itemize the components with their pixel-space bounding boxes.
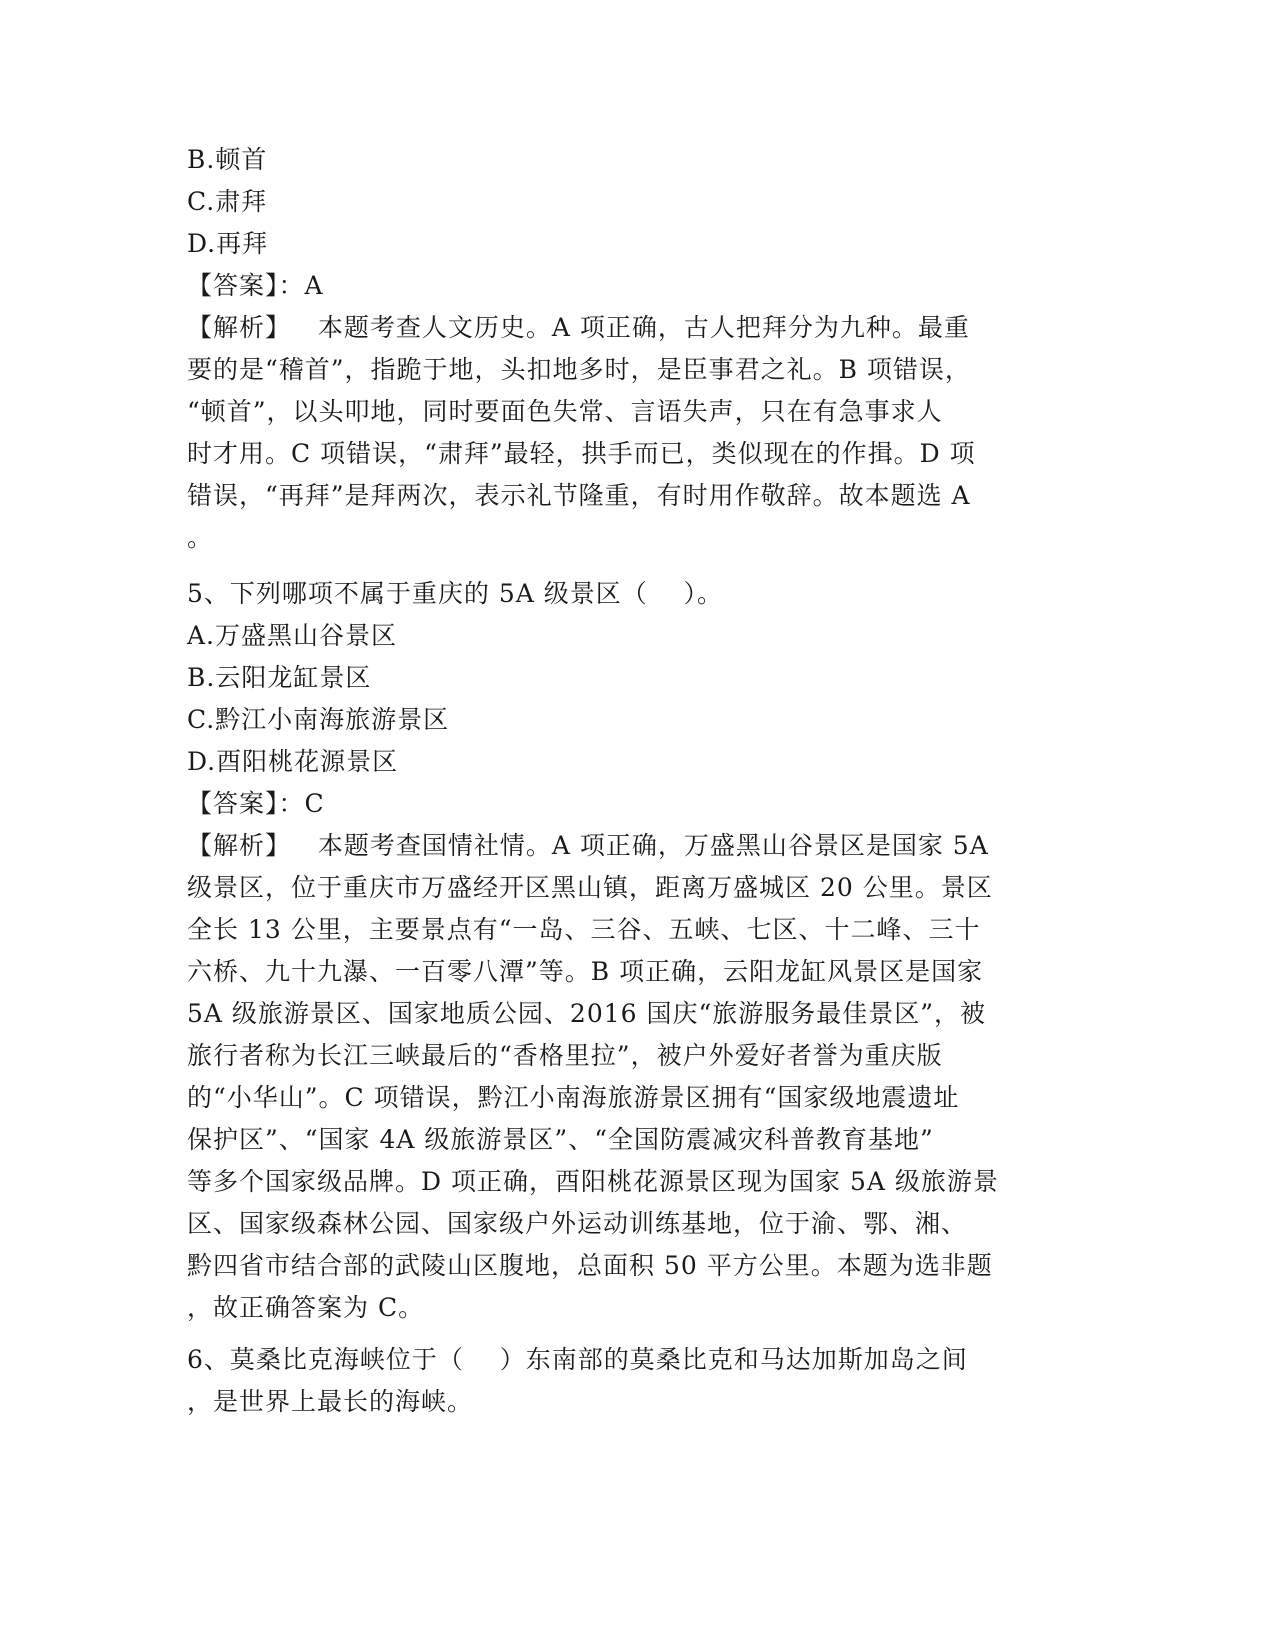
analysis-line: 级景区，位于重庆市万盛经开区黑山镇，距离万盛城区 20 公里。景区 (187, 873, 993, 902)
option-c: C.肃拜 (187, 187, 268, 216)
question-4-tail (187, 139, 1077, 559)
option-d: D.再拜 (187, 229, 269, 258)
analysis-line: 5A 级旅游景区、国家地质公园、2016 国庆“旅游服务最佳景区”，被 (187, 999, 987, 1028)
analysis-line: 要的是“稽首”，指跪于地，头扣地多时，是臣事君之礼。B 项错误， (187, 355, 971, 384)
question-stem: 5、下列哪项不属于重庆的 5A 级景区（ ）。 (187, 579, 724, 608)
analysis-line: 的“小华山”。C 项错误，黔江小南海旅游景区拥有“国家级地震遗址 (187, 1083, 960, 1112)
analysis-line: 【解析】 本题考查国情社情。A 项正确，万盛黑山谷景区是国家 5A (187, 831, 989, 860)
option-b: B.云阳龙缸景区 (187, 663, 372, 692)
answer-line: 【答案】：A (187, 271, 324, 300)
analysis-line: 【解析】 本题考查人文历史。A 项正确，古人把拜分为九种。最重 (187, 313, 970, 342)
option-c: C.黔江小南海旅游景区 (187, 705, 450, 734)
analysis-line: ，故正确答案为 C。 (187, 1293, 425, 1322)
analysis-line: 区、国家级森林公园、国家级户外运动训练基地，位于渝、鄂、湘、 (187, 1209, 968, 1238)
analysis-line: 等多个国家级品牌。D 项正确，酉阳桃花源景区现为国家 5A 级旅游景 (187, 1167, 999, 1196)
question-6 (187, 1339, 1077, 1423)
analysis-line: 保护区”、“国家 4A 级旅游景区”、“全国防震减灾科普教育基地” (187, 1125, 934, 1154)
analysis-line: 。 (187, 523, 214, 552)
question-stem: 6、莫桑比克海峡位于（ ）东南部的莫桑比克和马达加斯加岛之间 (187, 1345, 968, 1374)
analysis-line: 时才用。C 项错误，“肃拜”最轻，拱手而已，类似现在的作揖。D 项 (187, 439, 976, 468)
option-a: A.万盛黑山谷景区 (187, 621, 398, 650)
analysis-line: 黔四省市结合部的武陵山区腹地，总面积 50 平方公里。本题为选非题 (187, 1251, 993, 1280)
answer-line: 【答案】：C (187, 789, 325, 818)
option-d: D.酉阳桃花源景区 (187, 747, 399, 776)
analysis-line: 旅行者称为长江三峡最后的“香格里拉”，被户外爱好者誉为重庆版 (187, 1041, 943, 1070)
analysis-line: 六桥、九十九瀑、一百零八潭”等。B 项正确，云阳龙缸风景区是国家 (187, 957, 984, 986)
question-5 (187, 573, 1077, 1329)
analysis-line: 错误，“再拜”是拜两次，表示礼节隆重，有时用作敬辞。故本题选 A (187, 481, 971, 510)
analysis-line: “顿首”，以头叩地，同时要面色失常、言语失声，只在有急事求人 (187, 397, 943, 426)
option-b: B.顿首 (187, 145, 268, 174)
question-stem: ，是世界上最长的海峡。 (187, 1387, 474, 1416)
analysis-line: 全长 13 公里，主要景点有“一岛、三谷、五峡、七区、十二峰、三十 (187, 915, 981, 944)
